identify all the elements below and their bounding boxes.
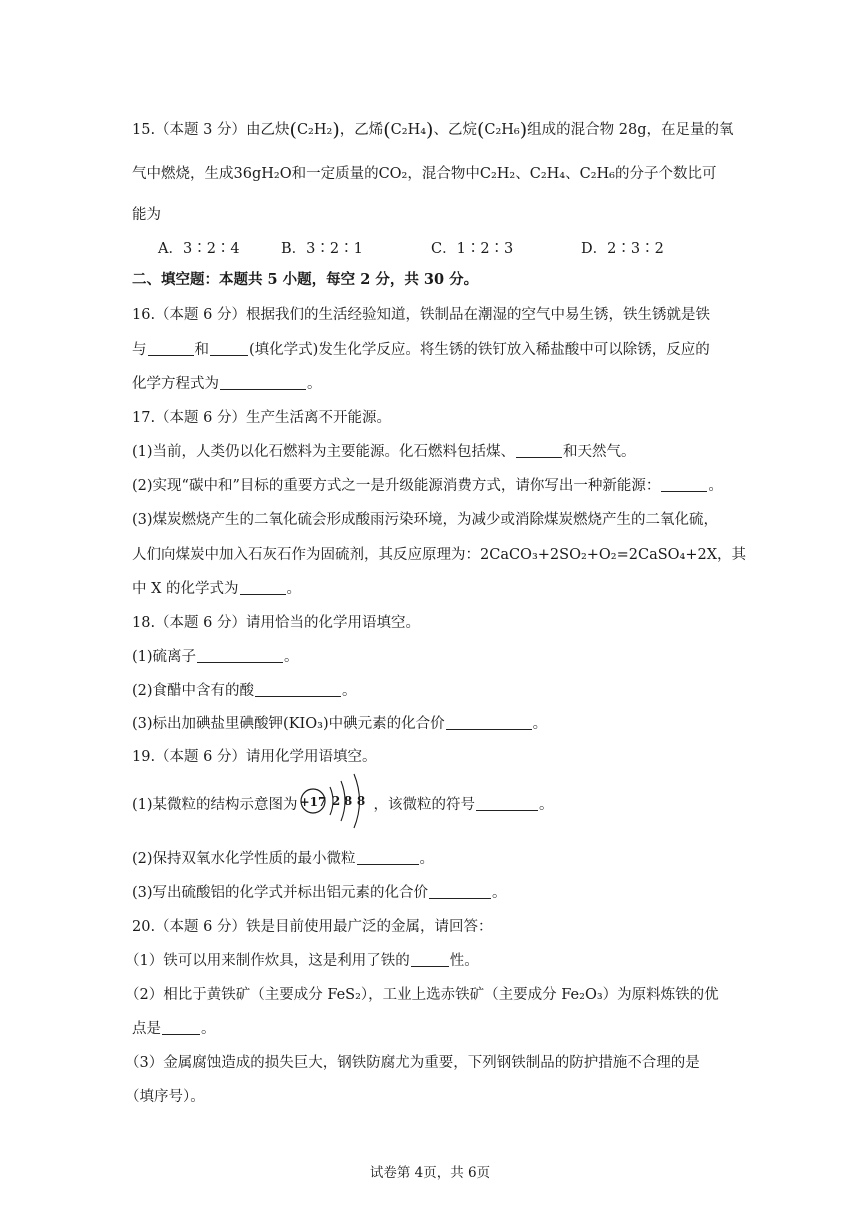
q19-line1: 19.（本题 6 分）请用化学用语填空。 <box>132 749 377 765</box>
q20-line5: （3）金属腐蚀造成的损失巨大，钢铁防腐尤为重要，下列钢铁制品的防护措施不合理的是 <box>125 1055 700 1071</box>
q18-l4a: (3)标出加碘盐里碘酸钾(KIO₃)中碘元素的化合价 <box>132 716 445 732</box>
q17-line2 <box>132 440 636 461</box>
q19-blank-2[interactable] <box>357 850 419 865</box>
q18-l3a: (2)食醋中含有的酸 <box>132 683 255 699</box>
q17-blank-1[interactable] <box>516 443 562 458</box>
atomic-structure-diagram <box>297 768 373 834</box>
q16-blank-3[interactable] <box>220 375 306 390</box>
q17-l3a: (2)实现“碳中和”目标的重要方式之一是升级能源消费方式，请你写出一种新能源： <box>132 478 661 494</box>
nucleus-charge: +17 <box>299 795 327 809</box>
q15-l2c: 和一定质量的 <box>291 166 379 182</box>
q17-l6a: 中 X 的化学式为 <box>132 581 239 597</box>
q15-line1: 15.（本题 3 分）由乙炔(C₂H₂)，乙烯(C₂H₄)、乙烷(C₂H₆)组成的混合物 28g，在足量的氧 <box>132 119 734 141</box>
shell-electrons-2: 8 <box>343 794 353 808</box>
q19-l2b: ，该微粒的符号 <box>373 797 476 813</box>
q15-option-d[interactable]: D．2∶3∶2 <box>581 241 664 257</box>
q18-line1: 18.（本题 6 分）请用恰当的化学用语填空。 <box>132 615 421 631</box>
q17-l6b: 。 <box>286 581 302 597</box>
q19-l2c: 。 <box>539 797 554 813</box>
q20-blank-2[interactable] <box>162 1020 200 1035</box>
q18-l2b: 。 <box>284 649 299 665</box>
q18-blank-2[interactable] <box>255 682 341 697</box>
q15-l2e: ，混合物中 <box>407 166 480 182</box>
q16-l3a: 化学方程式为 <box>132 376 219 392</box>
q18-l2a: (1)硫离子 <box>132 649 197 665</box>
q17-line3 <box>132 474 723 495</box>
q15-l2b: 36gH₂O <box>233 166 292 182</box>
q19-l4a: (3)写出硫酸铝的化学式并标出铝元素的化合价 <box>132 885 429 901</box>
q19-l2a: (1)某微粒的结构示意图为 <box>132 797 298 813</box>
q17-blank-2[interactable] <box>661 477 707 492</box>
q20-l4a: 点是 <box>132 1021 161 1037</box>
q17-line4: (3)煤炭燃烧产生的二氧化硫会形成酸雨污染环境，为减少或消除煤炭燃烧产生的二氧化硫， <box>132 512 719 528</box>
q16-l2c: (填化学式)发生化学反应。将生锈的铁钉放入稀盐酸中可以除锈，反应的 <box>249 342 710 358</box>
q18-line4 <box>132 712 547 733</box>
q20-l4b: 。 <box>201 1021 216 1037</box>
q19-l3a: (2)保持双氧水化学性质的最小微粒 <box>132 851 356 867</box>
q18-blank-1[interactable] <box>197 648 283 663</box>
q20-line1: 20.（本题 6 分）铁是目前使用最广泛的金属，请回答： <box>132 919 493 935</box>
q19-blank-3[interactable] <box>429 884 491 899</box>
q20-line6: （填序号）。 <box>125 1089 205 1105</box>
page-footer: 试卷第 4页，共 6页 <box>369 1165 491 1181</box>
q15-l2d: CO₂ <box>378 166 408 182</box>
q18-line2 <box>132 645 299 666</box>
q15-head: 15.（本题 3 分）由乙炔 <box>132 122 290 138</box>
q16-line1: 16.（本题 6 分）根据我们的生活经验知道，铁制品在潮湿的空气中易生锈，铁生锈就是铁 <box>132 307 710 323</box>
q15-text3: 组成的混合物 28g，在足量的氧 <box>527 122 734 138</box>
q16-l3b: 。 <box>307 376 322 392</box>
q17-line1: 17.（本题 6 分）生产生活离不开能源。 <box>132 410 392 426</box>
q15-l2f: C₂H₂、C₂H₄、C₂H₆ <box>479 166 615 182</box>
q20-line3: （2）相比于黄铁矿（主要成分 FeS₂），工业上选赤铁矿（主要成分 Fe₂O₃）为原料炼铁的优 <box>125 987 719 1003</box>
q17-blank-3[interactable] <box>240 580 286 595</box>
q16-blank-1[interactable] <box>148 341 194 356</box>
q15-option-b[interactable]: B．3∶2∶1 <box>281 241 363 257</box>
q20-blank-1[interactable] <box>411 952 449 967</box>
q17-line5: 人们向煤炭中加入石灰石作为固硫剂，其反应原理为：2CaCO₃+2SO₂+O₂=2CaSO₄+2X，其 <box>132 547 747 563</box>
q19-l4b: 。 <box>492 885 507 901</box>
q15-text1: ，乙烯 <box>339 122 384 138</box>
q19-line3 <box>132 847 434 868</box>
q17-l2b: 和天然气。 <box>563 444 636 460</box>
q16-blank-2[interactable] <box>210 341 248 356</box>
q15-text2: 、乙烷 <box>433 122 477 138</box>
q20-line4 <box>132 1017 216 1038</box>
q17-l3b: 。 <box>708 478 723 494</box>
q15-l2g: 的分子个数比可 <box>614 166 717 182</box>
q18-blank-3[interactable] <box>446 715 532 730</box>
q16-l2b: 和 <box>194 342 209 358</box>
formula-c2h4: C₂H₄ <box>390 122 427 138</box>
formula-c2h2: C₂H₂ <box>296 122 333 138</box>
q15-line3: 能为 <box>132 207 161 223</box>
q18-l4b: 。 <box>532 716 548 732</box>
q19-line4 <box>132 881 507 902</box>
q19-l3b: 。 <box>419 851 435 867</box>
q20-l2a: （1）铁可以用来制作炊具，这是利用了铁的 <box>125 953 410 969</box>
section-2-title: 二、填空题：本题共 5 小题，每空 2 分，共 30 分。 <box>132 271 479 288</box>
q15-line2 <box>132 162 716 183</box>
shell-electrons-3: 8 <box>356 794 366 808</box>
formula-c2h6: C₂H₆ <box>484 122 520 138</box>
q15-l2a: 气中燃烧，生成 <box>132 166 234 182</box>
q16-line3 <box>132 372 322 393</box>
q20-l2b: 性。 <box>449 953 479 969</box>
q15-option-c[interactable]: C．1∶2∶3 <box>431 241 514 257</box>
q18-line3 <box>132 679 357 700</box>
q20-line2 <box>125 949 479 970</box>
q16-line2 <box>132 338 710 359</box>
q17-line6 <box>132 577 301 598</box>
q15-option-a[interactable]: A．3∶2∶4 <box>158 241 240 257</box>
shell-electrons-1: 2 <box>331 794 341 808</box>
q19-blank-1[interactable] <box>476 796 538 811</box>
q16-l2a: 与 <box>132 342 147 358</box>
q17-l2a: (1)当前，人类仍以化石燃料为主要能源。化石燃料包括煤、 <box>132 444 516 460</box>
q18-l3b: 。 <box>342 683 357 699</box>
